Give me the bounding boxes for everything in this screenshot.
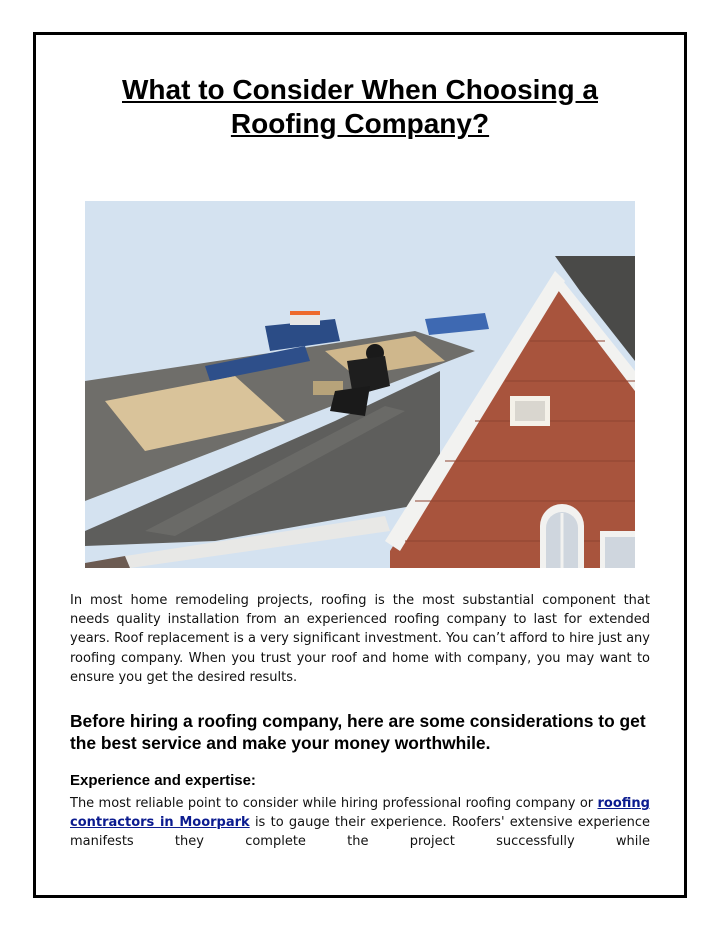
page-title bbox=[36, 73, 684, 141]
considerations-lead: Before hiring a roofing company, here are some considerations to get the best service and make your money worthwhile. bbox=[70, 711, 646, 753]
experience-text-before: The most reliable point to consider while hiring professional roofing company or bbox=[70, 796, 598, 811]
intro-paragraph: In most home remodeling projects, roofing is the most substantial component that needs quality installation from an experienced roofing company to last for extended years. Roof replacement is a very significant investment. You can’t afford to hire just any roofing company. When you trust your roof and home with company, you may want to ensure you get the desired results. bbox=[70, 593, 650, 685]
title-line-2: Roofing Company? bbox=[230, 108, 490, 139]
experience-paragraph bbox=[70, 794, 650, 852]
experience-text-after: is to gauge their experience. Roofers' extensive experience manifests they complete the project successfully while bbox=[70, 815, 650, 850]
experience-heading: Experience and expertise: bbox=[70, 772, 256, 789]
title-line-1: What to Consider When Choosing a bbox=[122, 74, 598, 105]
page-frame bbox=[33, 32, 687, 898]
roofing-photo bbox=[85, 201, 635, 568]
roofing-contractors-link[interactable]: roofing contractors in Moorpark bbox=[70, 796, 650, 831]
